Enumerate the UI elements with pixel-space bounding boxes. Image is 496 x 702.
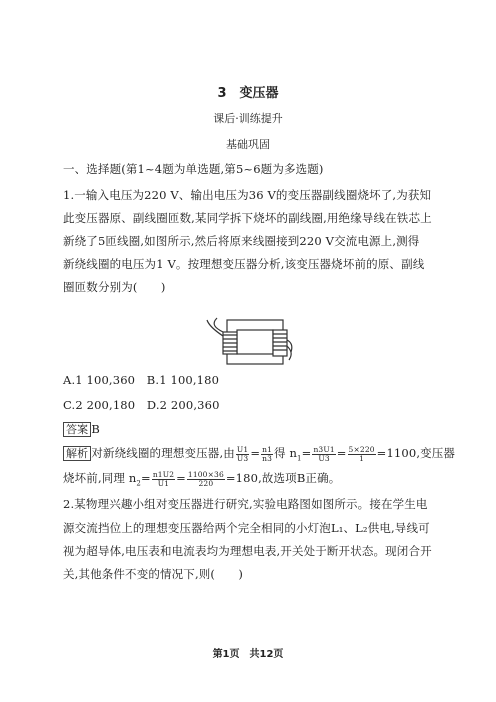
subtitle: 课后·训练提升 [213,112,283,125]
fraction-1100x36-220: $\frac{1100\times 36}{220}$ [187,469,224,488]
q1-line-5: 圈匝数分别为( ) [63,280,166,294]
fraction-n1-n3: $\frac{n1}{n3}$ [262,444,273,463]
answer-value: B [91,422,100,436]
q1-line-3: 新绕了5匝线圈,如图所示,然后将原来线圈接到220 V交流电源上,测得 [63,234,420,248]
q2-line-1: 2.某物理兴趣小组对变压器进行研究,实验电路图如图所示。接在学生电 [63,497,428,511]
q1-line-2: 此变压器原、副线圈匝数,某同学拆下烧坏的副线圈,用绝缘导线在铁芯上 [63,211,432,225]
sub-heading: 基础巩固 [226,138,270,151]
q2-line-4: 关,其他条件不变的情况下,则( ) [63,567,243,581]
analysis-label: 解析 [63,446,91,461]
option-a: A.1 100,360 [63,373,136,387]
answer-line [63,421,100,437]
q2-line-2: 源交流挡位上的理想变压器给两个完全相同的小灯泡L₁、L₂供电,导线可 [63,521,430,535]
analysis-text-1: 对新绕线圈的理想变压器,由 [91,446,235,460]
option-b: B.1 100,180 [146,373,220,387]
part-heading: 一、选择题(第1~4题为单选题,第5~6题为多选题) [63,162,324,176]
fraction-n1u2-u1: $\frac{n1U2}{U1}$ [152,469,175,488]
fraction-5x220-1: $\frac{5\times 220}{1}$ [348,444,375,463]
section-title: 3 变压器 [217,86,279,101]
analysis-line-1: 解析 对新绕线圈的理想变压器,由 $\frac{U1}{U3}$ = $\frac{n1}{n3}$ 得 $n_1=$ $\frac{n3U1}{U3}$ = $\frac{5\times 220}{1}$ =1100,变压器 [63,445,455,463]
q1-options-row-1 [63,372,219,388]
fraction-u1-u3: $\frac{U1}{U3}$ [236,444,249,463]
option-c: C.2 200,180 [63,398,136,412]
q1-line-4: 新绕线圈的电压为1 V。按理想变压器分析,该变压器烧坏前的原、副线 [63,257,425,271]
option-d: D.2 200,360 [146,398,220,412]
transformer-figure [205,310,295,370]
answer-label: 答案 [63,422,91,437]
analysis-line-2: 烧坏前,同理 $n_2=$ $\frac{n1U2}{U1}$ = $\frac{1100\times 36}{220}$ =180,故选项B正确。 [63,469,341,488]
page-footer: 第1页 共12页 [212,649,284,660]
q1-line-1: 1.一输入电压为220 V、输出电压为36 V的变压器副线圈烧坏了,为获知 [63,188,432,202]
q2-line-3: 视为超导体,电压表和电流表均为理想电表,开关处于断开状态。现闭合开 [63,544,432,558]
fraction-n3u1-u3: $\frac{n3U1}{U3}$ [313,444,335,463]
q1-options-row-2 [63,397,220,413]
